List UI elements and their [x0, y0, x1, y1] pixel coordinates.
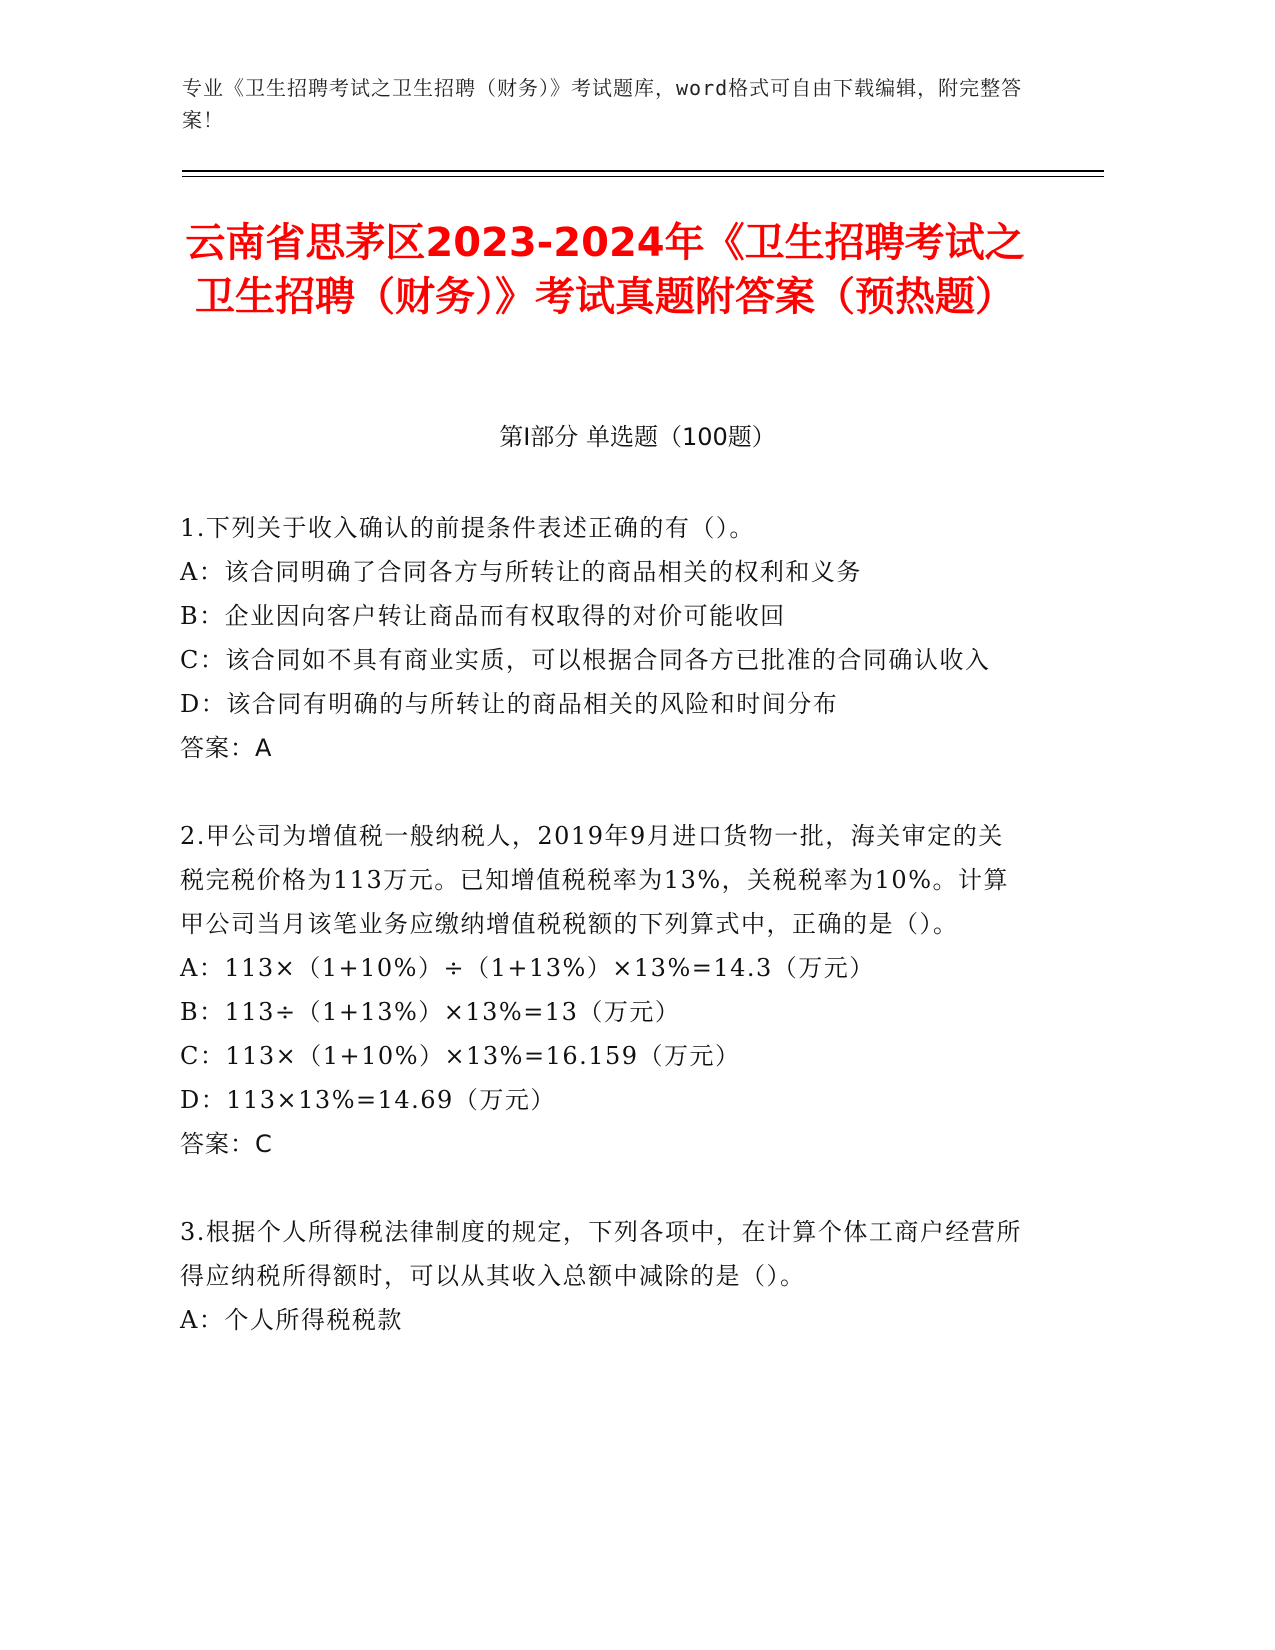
question-2: [180, 814, 1028, 1166]
header-note: 专业《卫生招聘考试之卫生招聘（财务）》考试题库，word格式可自由下载编辑，附完整答案！: [182, 76, 1023, 132]
document-title: 云南省思茅区2023-2024年《卫生招聘考试之卫生招聘（财务）》考试真题附答案（预热题）: [185, 220, 1025, 320]
question-3: [180, 1210, 1028, 1342]
answer: 答案：C: [180, 1130, 273, 1158]
option-d: D：该合同有明确的与所转让的商品相关的风险和时间分布: [180, 690, 839, 718]
option-c: C：该合同如不具有商业实质，可以根据合同各方已批准的合同确认收入: [180, 646, 991, 674]
option-c: C：113×（1+10%）×13%=16.159（万元）: [180, 1042, 741, 1070]
question-stem: 2.甲公司为增值税一般纳税人，2019年9月进口货物一批，海关审定的关税完税价格为113万元。已知增值税税率为13%，关税税率为10%。计算甲公司当月该笔业务应缴纳增值税税额的下列算式中，正确的是（）。: [180, 822, 1009, 938]
question-stem: 3.根据个人所得税法律制度的规定，下列各项中，在计算个体工商户经营所得应纳税所得额时，可以从其收入总额中减除的是（）。: [180, 1218, 1022, 1290]
option-a: A：个人所得税税款: [180, 1306, 403, 1334]
answer: 答案：A: [180, 734, 273, 762]
question-1: [180, 506, 1028, 770]
header-rule-thin: [182, 176, 1104, 177]
question-stem: 1.下列关于收入确认的前提条件表述正确的有（）。: [180, 514, 755, 542]
option-a: A：113×（1+10%）÷（1+13%）×13%=14.3（万元）: [180, 954, 875, 982]
option-b: B：企业因向客户转让商品而有权取得的对价可能收回: [180, 602, 786, 630]
section-title: 第Ⅰ部分 单选题（100题）: [499, 423, 776, 451]
option-d: D：113×13%=14.69（万元）: [180, 1086, 556, 1114]
option-a: A：该合同明确了合同各方与所转让的商品相关的权利和义务: [180, 558, 862, 586]
question-list: [180, 506, 1028, 1342]
option-b: B：113÷（1+13%）×13%=13（万元）: [180, 998, 681, 1026]
header-rule-thick: [182, 170, 1104, 172]
